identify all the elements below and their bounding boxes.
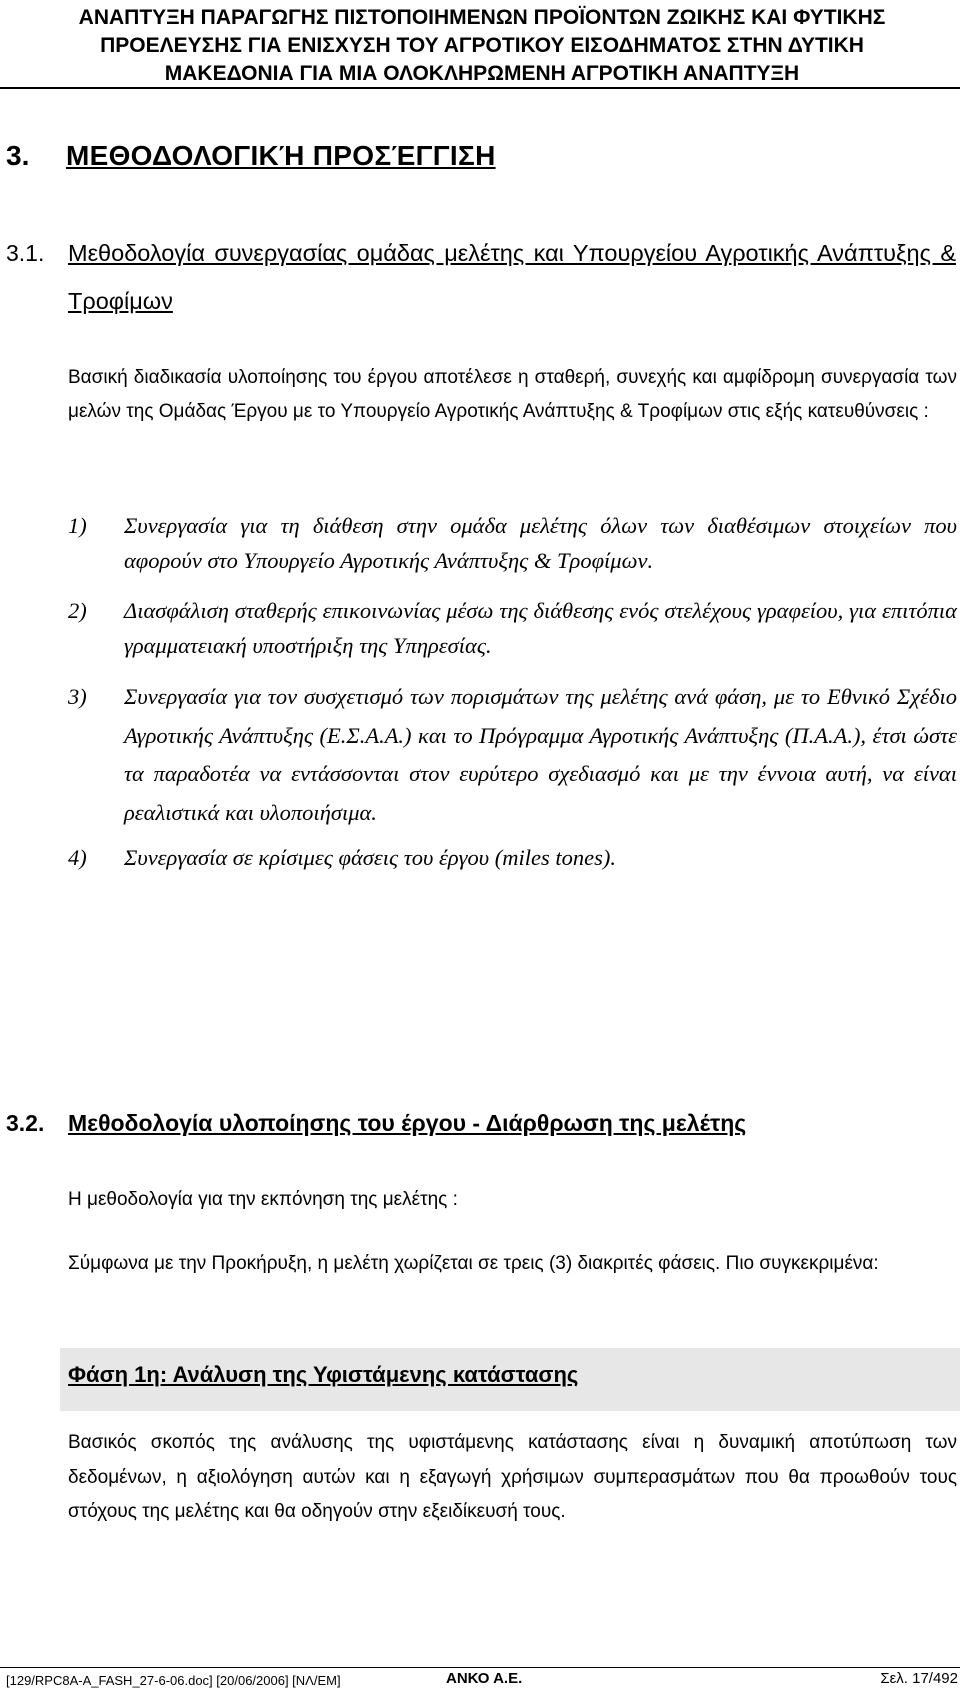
list-item — [68, 678, 957, 832]
intro-paragraph: Βασική διαδικασία υλοποίησης του έργου αποτέλεσε η σταθερή, συνεχής και αμφίδρομη συνεργασία των μελών της Ομάδας Έργου με το Υπουργείο Αγροτικής Ανάπτυξης & Τροφίμων στις εξής κατευθύνσεις : — [68, 367, 957, 422]
header-divider — [0, 87, 960, 89]
list-item — [68, 840, 957, 875]
document-header — [62, 4, 902, 88]
methodology-intro: Η μεθοδολογία για την εκπόνηση της μελέτης : — [68, 1189, 458, 1210]
list-item-number: 3) — [68, 684, 87, 709]
subsection-title: Μεθοδολογία υλοποίησης του έργου - Διάρθρωση της μελέτης — [68, 1110, 747, 1136]
list-item-number: 4) — [68, 845, 87, 870]
phase-1-description: Βασικός σκοπός της ανάλυσης της υφιστάμενης κατάστασης είναι η δυναμική αποτύπωση των δεδομένων, η αξιολόγηση αυτών και η εξαγωγή χρήσιμων συμπερασμάτων που θα προωθούν τους στόχους της μελέτης και θα οδηγούν στην εξειδίκευσή τους. — [68, 1432, 957, 1522]
section-title: ΜΕΘΟΔΟΛΟΓΙΚΉ ΠΡΟΣΈΓΓΙΣΗ — [66, 140, 496, 171]
footer-company: ΑΝΚΟ Α.Ε. — [446, 1670, 523, 1687]
phase-1-title: Φάση 1η: Ανάλυση της Υφιστάμενης κατάστασης — [68, 1362, 579, 1387]
footer-file-reference: [129/RPC8A-A_FASH_27-6-06.doc] [20/06/2006] [ΝΛ/ΕΜ] — [6, 1673, 341, 1688]
subsection-title: Μεθοδολογία συνεργασίας ομάδας μελέτης και Υπουργείου Αγροτικής Ανάπτυξης & Τροφίμων — [68, 240, 956, 314]
subsection-number: 3.2. — [6, 1110, 45, 1136]
footer-page-number: Σελ. 17/492 — [880, 1670, 958, 1687]
section-number: 3. — [6, 140, 30, 171]
header-line-2: ΠΡΟΕΛΕΥΣΗΣ ΓΙΑ ΕΝΙΣΧΥΣΗ ΤΟΥ ΑΓΡΟΤΙΚΟΥ ΕΙΣΟΔΗΜΑΤΟΣ ΣΤΗΝ ΔΥΤΙΚΗ — [100, 34, 864, 57]
list-item — [68, 593, 957, 663]
header-line-3: ΜΑΚΕΔΟΝΙΑ ΓΙΑ ΜΙΑ ΟΛΟΚΛΗΡΩΜΕΝΗ ΑΓΡΟΤΙΚΗ ΑΝΑΠΤΥΞΗ — [164, 62, 800, 85]
subsection-heading-3-1 — [6, 229, 956, 325]
header-line-1: ΑΝΑΠΤΥΞΗ ΠΑΡΑΓΩΓΗΣ ΠΙΣΤΟΠΟΙΗΜΕΝΩΝ ΠΡΟΪΟΝΤΩΝ ΖΩΙΚΗΣ ΚΑΙ ΦΥΤΙΚΗΣ — [78, 6, 886, 29]
list-item-text: Συνεργασία για τη διάθεση στην ομάδα μελέτης όλων των διαθέσιμων στοιχείων που αφορούν στο Υπουργείο Αγροτικής Ανάπτυξης & Τροφίμων. — [124, 513, 957, 573]
subsection-number: 3.1. — [6, 240, 45, 266]
list-item-number: 1) — [68, 513, 87, 538]
list-item-text: Συνεργασία σε κρίσιμες φάσεις του έργου (miles tones). — [124, 845, 616, 870]
phases-intro: Σύμφωνα με την Προκήρυξη, η μελέτη χωρίζεται σε τρεις (3) διακριτές φάσεις. Πιο συγκεκριμένα: — [68, 1253, 879, 1274]
subsection-heading-3-2 — [6, 1099, 956, 1147]
list-item — [68, 508, 957, 578]
list-item-text: Διασφάλιση σταθερής επικοινωνίας μέσω της διάθεσης ενός στελέχους γραφείου, για επιτόπια γραμματειακή υποστήριξη της Υπηρεσίας. — [124, 598, 957, 658]
cooperation-list — [68, 508, 957, 875]
footer-divider — [0, 1667, 960, 1668]
list-item-text: Συνεργασία για τον συσχετισμό των πορισμάτων της μελέτης ανά φάση, με το Εθνικό Σχέδιο Αγροτικής Ανάπτυξης (Ε.Σ.Α.Α.) και το Πρόγραμμα Αγροτικής Ανάπτυξης (Π.Α.Α.), έτσι ώστε τα παραδοτέα να εντάσσονται στον ευρύτερο σχεδιασμό και με την έννοια αυτή, να είναι ρεαλιστικά και υλοποιήσιμα. — [124, 684, 957, 825]
section-heading — [6, 140, 496, 172]
list-item-number: 2) — [68, 598, 87, 623]
